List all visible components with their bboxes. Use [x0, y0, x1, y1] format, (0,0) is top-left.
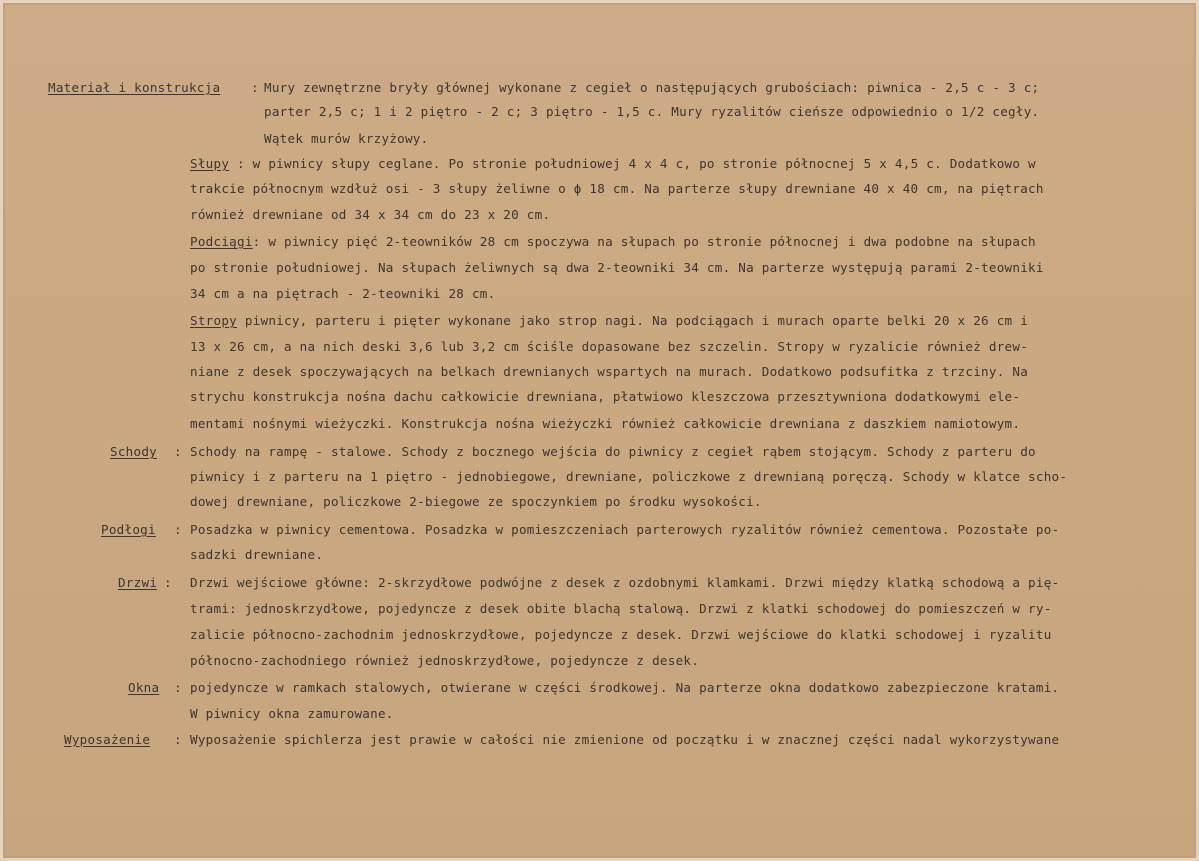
stropy-line-3: niane z desek spoczywających na belkach drewnianych wspartych na murach. Dodatkowo podsufitka z trzciny. Na: [190, 364, 1029, 379]
okna-line-2: W piwnicy okna zamurowane.: [190, 706, 394, 721]
wyposazenie-line-1: Wyposażenie spichlerza jest prawie w całości nie zmienione od początku i w znacznej części nadal wykorzystywane: [190, 732, 1060, 747]
stropy-line-5: mentami nośnymi wieżyczki. Konstrukcja nośna wieżyczki również całkowicie drewniana z daszkiem namiotowym.: [190, 416, 1021, 431]
label-drzwi: Drzwi: [118, 575, 158, 590]
podciagi-first-line: [190, 234, 1036, 250]
label-drzwi-sep: :: [164, 575, 172, 590]
label-podlogi: Podłogi: [101, 522, 156, 537]
okna-line-1: pojedyncze w ramkach stalowych, otwierane w części środkowej. Na parterze okna dodatkowo zabezpieczone kratami.: [190, 680, 1060, 695]
podlogi-line-2: sadzki drewniane.: [190, 547, 324, 562]
drzwi-line-1: Drzwi wejściowe główne: 2-skrzydłowe podwójne z desek z ozdobnymi klamkami. Drzwi między klatką schodową a pię-: [190, 575, 1060, 590]
material-line-1: Mury zewnętrzne bryły głównej wykonane z cegieł o następujących grubościach: piwnica - 2,5 c - 3 c;: [264, 80, 1040, 95]
slupy-first-line: [190, 156, 1036, 172]
schody-line-3: dowej drewniane, policzkowe 2-biegowe ze spoczynkiem po środku wysokości.: [190, 494, 762, 509]
schody-line-2: piwnicy i z parteru na 1 piętro - jednobiegowe, drewniane, policzkowe z drewnianą poręczą. Schody w klatce scho-: [190, 469, 1068, 484]
podciagi-line-2: po stronie południowej. Na słupach żeliwnych są dwa 2-teowniki 34 cm. Na parterze występują parami 2-teowniki: [190, 260, 1044, 275]
podciagi-line-1: : w piwnicy pięć 2-teowników 28 cm spoczywa na słupach po stronie północnej i dwa podobne na słupach: [252, 234, 1036, 249]
label-podlogi-sep: :: [174, 522, 182, 537]
drzwi-line-3: zalicie północno-zachodnim jednoskrzydłowe, pojedyncze z desek. Drzwi wejściowe do klatki schodowej i ryzalitu: [190, 627, 1052, 642]
slupy-line-3: również drewniane od 34 x 34 cm do 23 x 20 cm.: [190, 207, 551, 222]
label-wyposazenie: Wyposażenie: [64, 732, 151, 747]
schody-line-1: Schody na rampę - stalowe. Schody z bocznego wejścia do piwnicy z cegieł rąbem stojącym. Schody z parteru do: [190, 444, 1036, 459]
stropy-line-1: piwnicy, parteru i pięter wykonane jako strop nagi. Na podciągach i murach oparte belki 20 x 26 cm i: [237, 313, 1029, 328]
label-stropy: Stropy: [190, 313, 237, 328]
label-okna: Okna: [128, 680, 160, 695]
label-schody: Schody: [110, 444, 157, 459]
label-schody-sep: :: [174, 444, 182, 459]
label-material: Materiał i konstrukcja: [48, 80, 221, 95]
label-slupy: Słupy: [190, 156, 230, 171]
stropy-line-2: 13 x 26 cm, a na nich deski 3,6 lub 3,2 cm ściśle dopasowane bez szczelin. Stropy w ryzalicie również drew-: [190, 339, 1029, 354]
label-material-sep: :: [251, 80, 259, 95]
podciagi-line-3: 34 cm a na piętrach - 2-teowniki 28 cm.: [190, 286, 496, 301]
drzwi-line-2: trami: jednoskrzydłowe, pojedyncze z desek obite blachą stalową. Drzwi z klatki schodowej do pomieszczeń w ry-: [190, 601, 1052, 616]
podlogi-line-1: Posadzka w piwnicy cementowa. Posadzka w pomieszczeniach parterowych ryzalitów również cementowa. Pozostałe po-: [190, 522, 1060, 537]
label-podciagi: Podciągi: [190, 234, 253, 249]
label-wyposazenie-sep: :: [174, 732, 182, 747]
stropy-line-4: strychu konstrukcja nośna dachu całkowicie drewniana, płatwiowo kleszczowa przesztywniona dodatkowymi ele-: [190, 389, 1021, 404]
material-line-2: parter 2,5 c; 1 i 2 piętro - 2 c; 3 piętro - 1,5 c. Mury ryzalitów cieńsze odpowiednio o 1/2 cegły.: [264, 104, 1040, 119]
slupy-line-1: : w piwnicy słupy ceglane. Po stronie południowej 4 x 4 c, po stronie północnej 5 x 4,5 c. Dodatkowo w: [229, 156, 1036, 171]
drzwi-line-4: północno-zachodniego również jednoskrzydłowe, pojedyncze z desek.: [190, 653, 700, 668]
slupy-line-2: trakcie północnym wzdłuż osi - 3 słupy żeliwne o ϕ 18 cm. Na parterze słupy drewniane 40 x 40 cm, na piętrach: [190, 181, 1044, 196]
material-line-3: Wątek murów krzyżowy.: [264, 131, 429, 146]
label-okna-sep: :: [174, 680, 182, 695]
stropy-first-line: [190, 313, 1028, 329]
